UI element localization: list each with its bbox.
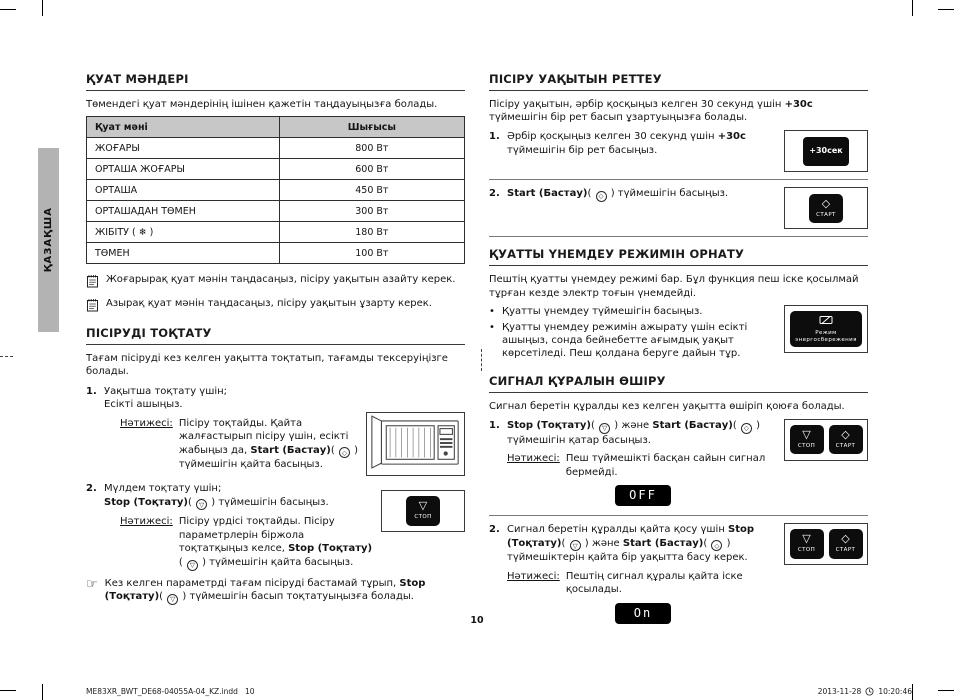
power-table-header-level: Қуат мәні [87,117,280,138]
result-block [120,515,375,570]
result-label: Нәтижесі: [120,516,173,528]
section-title-adjust-time: ПІСІРУ УАҚЫТЫН РЕТТЕУ [489,72,868,91]
adjust-step-2 [489,187,868,229]
result-text: Пештің сигнал құралы қайта іске қосылады. [565,570,743,596]
notepad-icon [86,274,99,292]
result-label: Нәтижесі: [120,417,173,429]
start-button-icon: ◇ [741,423,752,434]
power-name-cell: ТӨМЕН [87,243,280,264]
stop-button: ▽ СТОП [790,425,824,455]
power-watt-cell: 600 Вт [279,159,464,180]
table-row [87,222,465,243]
energy-save-icon [819,315,833,328]
note [86,273,465,292]
section-title-beeper-off: СИГНАЛ ҚҰРАЛЫН ӨШІРУ [489,374,868,393]
stop-button-icon: ▽ [167,594,178,605]
crop-mark [938,690,954,691]
plus30-button-panel [784,130,868,172]
stop-step-1 [86,385,465,477]
step-number: 1. [86,385,97,397]
crop-mark [0,9,16,10]
crop-mark [912,684,913,700]
stop-button-icon: ▽ [599,423,610,434]
divider [489,236,868,237]
table-row [87,138,465,159]
table-row [87,180,465,201]
power-name-cell: ОРТАША ЖОҒАРЫ [87,159,280,180]
beeper-intro: Сигнал беретін құралды кез келген уақытта өшіріп қоюға болады. [489,400,845,412]
result-block [507,570,779,597]
divider [489,179,868,180]
start-button: ◇ СТАРТ [809,194,843,224]
beeper-step-1 [489,419,868,508]
energy-bullet: • Қуатты үнемдеу түймешігін басыңыз. [489,305,776,318]
power-name-cell: ЖІБІТУ ( ❄ ) [87,222,280,243]
step-number: 1. [489,419,500,431]
crop-mark [42,0,43,16]
stop-button-icon: ▽ [802,427,811,441]
step-number: 2. [489,188,500,200]
step-line: Start (Бастау) ( ◇ ) түймешігін басыңыз. [507,187,779,229]
step-line: Мүлдем тоқтату үшін; [104,483,222,495]
result-block [507,452,779,479]
note-text: Жоғарырақ қуат мәнін таңдасаңыз, пісіру уақытын азайту керек. [106,274,456,286]
print-footer [86,687,912,696]
power-watt-cell: 300 Вт [279,201,464,222]
center-fold-mark [481,349,482,371]
power-watt-cell: 800 Вт [279,138,464,159]
energy-bullet: • Қуатты үнемдеу режимін ажырату үшін есікті ашыңыз, сонда бейнебетте ағымдық уақыт көрсетіледі. Пеш қолдана беруге дайын тұр. [489,321,776,361]
stop-button-icon: ▽ [570,540,581,551]
table-row [87,201,465,222]
left-column [86,72,465,610]
power-name-cell: ОРТАША [87,180,280,201]
start-button-icon: ◇ [711,540,722,551]
note-text: Азырақ қуат мәнін таңдасаңыз, пісіру уақытын ұзарту керек. [106,298,432,310]
table-row [87,243,465,264]
crop-mark [42,684,43,700]
right-column [489,72,868,632]
result-text: Пісіру үрдісі тоқтайды. Пісіру параметрлерін біржола тоқтатқыңыз келсе, Stop (Тоқтату)( ▽ ) түймешігін қайта басыңыз. [179,515,375,570]
start-button-icon: ◇ [841,532,850,546]
stop-button-icon: ▽ [802,532,811,546]
footer-time: 10:20:46 [878,687,912,696]
result-block [120,417,360,472]
energy-intro: Пештің қуатты үнемдеу режимі бар. Бұл функция пеш іске қосылмай тұрған кезде электр тоғын үнемдейді. [489,274,859,299]
result-text: Пеш түймешікті басқан сайын сигнал бермейді. [565,453,766,478]
note-text: Кез келген параметрді тағам пісіруді бастамай тұрып, Stop (Тоқтату) ( ▽ ) түймешігін басып тоқтатуыңызға болады. [105,577,465,605]
start-button-icon: ◇ [596,191,607,202]
power-table-header-output: Шығысы [279,117,464,138]
power-watt-cell: 180 Вт [279,222,464,243]
language-tab [38,148,59,332]
step-number: 2. [86,483,97,495]
stop-start-button-panel [784,523,868,565]
crop-mark [912,0,913,16]
energy-save-button: Режим энергосбережения [790,311,862,347]
divider [489,515,868,516]
stop-step-2 [86,482,465,571]
step-line: Stop (Тоқтату) ( ▽ ) түймешігін басыңыз. [104,496,375,511]
note [86,297,465,316]
adjust-intro: Пісіру уақытын, әрбір қосқыңыз келген 30 секунд үшін +30с түймешігін бір рет басып ұзартуыңызға болады. [489,99,813,124]
clock-icon [865,687,874,696]
start-button-icon: ◇ [821,196,831,210]
step-line: Уақытша тоқтату үшін; [104,385,228,397]
start-button-panel [784,187,868,229]
plus30-button: +30сек [803,137,848,166]
start-button-icon: ◇ [841,427,850,441]
stop-button-icon: ▽ [187,560,198,571]
table-row [87,159,465,180]
stop-intro: Тағам пісіруді кез келген уақытта тоқтатып, тағамды тексеруіңізге болады. [86,353,448,378]
stop-button: ▽ СТОП [790,529,824,559]
language-tab-label: ҚАЗАҚША [43,207,54,273]
power-intro: Төмендегі қуат мәндерінің ішінен қажетін таңдауыңызға болады. [86,99,438,110]
result-label: Нәтижесі: [507,453,560,465]
adjust-step-1 [489,130,868,172]
crop-mark [0,690,16,691]
step-line: Есікті ашыңыз. [104,399,183,411]
step-line: Сигнал беретін құралды қайта қосу үшін Stop (Тоқтату) ( ▽ ) және Start (Бастау) ( ◇ ) түймешіктерін қайта бір уақытта басу керек. [507,523,779,565]
power-watt-cell: 100 Вт [279,243,464,264]
section-title-stop-cooking: ПІСІРУДІ ТОҚТАТУ [86,326,465,345]
display-off: OFF [615,485,671,506]
power-table [86,116,465,264]
hand-note [86,577,465,605]
start-button: ◇ СТАРТ [829,425,863,455]
hand-icon: ☞ [86,576,98,592]
stop-button-panel [381,490,465,532]
step-line: Әрбір қосқыңыз келген 30 секунд үшін +30с түймешігін бір рет басыңыз. [507,131,746,156]
start-button: ◇ СТАРТ [829,529,863,559]
result-label: Нәтижесі: [507,570,560,582]
stop-button: ▽ СТОП [406,496,440,526]
stop-button-icon: ▽ [418,499,428,513]
step-number: 2. [489,524,500,536]
notepad-icon [86,298,99,316]
energy-save-button-panel [784,305,868,353]
footer-filename: ME83XR_BWT_DE68-04055A-04_KZ.indd 10 [86,687,255,696]
power-watt-cell: 450 Вт [279,180,464,201]
start-button-icon: ◇ [339,447,350,458]
stop-start-button-panel [784,419,868,461]
power-name-cell: ОРТАШАДАН ТӨМЕН [87,201,280,222]
display-on: On [615,603,671,624]
stop-button-icon: ▽ [196,499,207,510]
section-title-power-levels: ҚУАТ МӘНДЕРІ [86,72,465,91]
section-title-energy-save: ҚУАТТЫ ҮНЕМДЕУ РЕЖИМІН ОРНАТУ [489,247,868,266]
step-number: 1. [489,131,500,143]
power-name-cell: ЖОҒАРЫ [87,138,280,159]
page-number: 10 [470,615,484,626]
result-text: Пісіру тоқтайды. Қайта жалғастырып пісіру үшін, есікті жабыңыз да, Start (Бастау) ( ◇ ) түймешігін қайта басыңыз. [179,417,360,472]
footer-date: 2013-11-28 [817,687,862,696]
edge-center-mark [0,356,13,357]
microwave-open-door-illustration [366,412,465,477]
beeper-step-2 [489,523,868,626]
crop-mark [938,9,954,10]
step-line: Stop (Тоқтату) ( ▽ ) және Start (Бастау) ( ◇ ) түймешігін қатар басыңыз. [507,419,779,447]
